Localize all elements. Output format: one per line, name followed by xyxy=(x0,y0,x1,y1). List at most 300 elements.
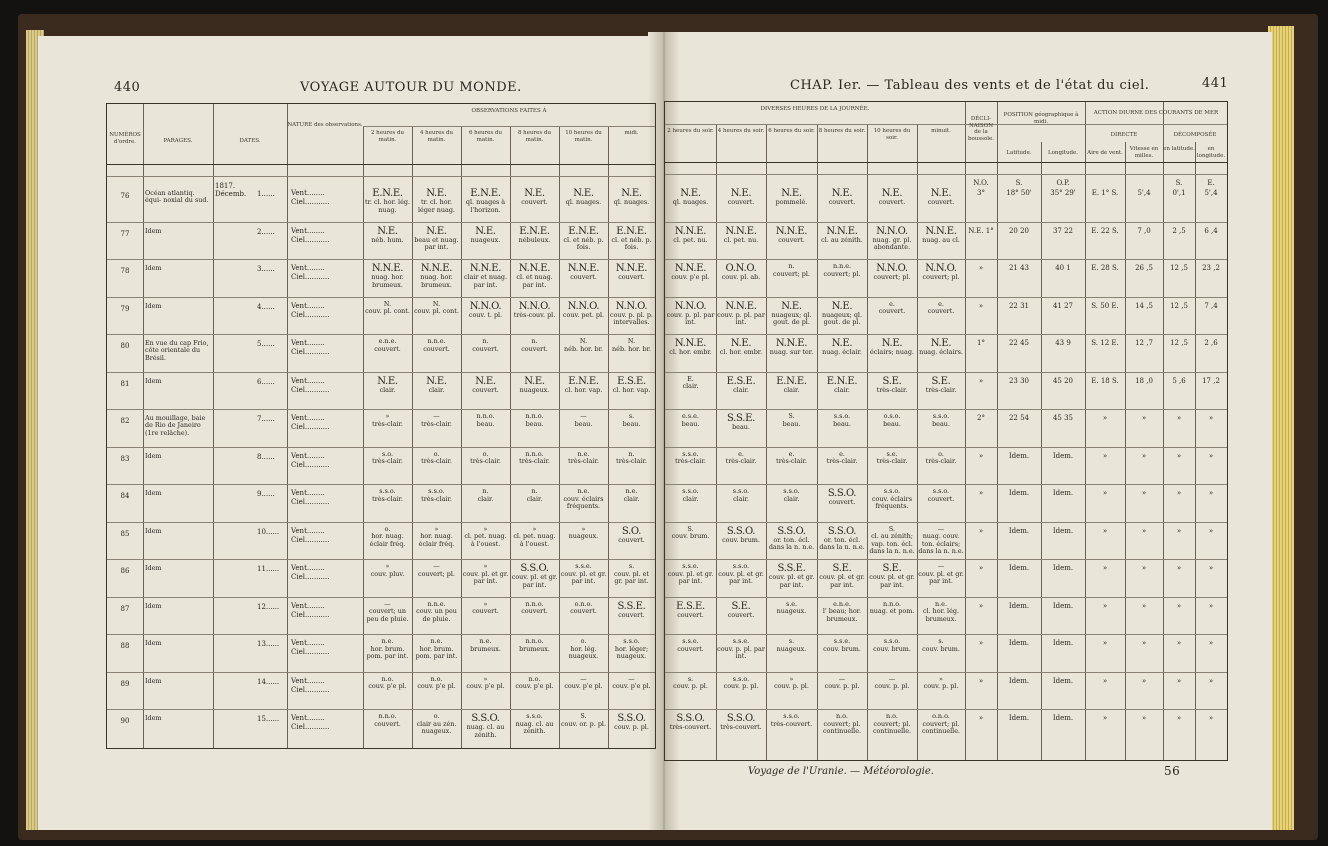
wind-direction: N.N.E. xyxy=(371,263,404,274)
wind-direction: n.e. xyxy=(577,487,590,495)
wind-direction: » xyxy=(385,562,390,570)
sky-state: couv. pl. et gr. par int. xyxy=(819,573,865,589)
wind-direction: » xyxy=(483,524,488,533)
place-name: Au mouillage, baie de Rio de Janeiro (1re relâche). xyxy=(145,414,206,437)
place-name: Idem xyxy=(145,264,162,272)
ciel-label: Ciel........... xyxy=(291,235,330,244)
sky-state: très-clair. xyxy=(421,457,452,466)
row-rule xyxy=(665,672,1227,673)
wind-direction: S.S.O. xyxy=(827,488,857,499)
wind-direction: N.N.E. xyxy=(775,225,808,237)
obs-pm-cell xyxy=(717,376,765,395)
sky-state: clair. xyxy=(682,382,699,391)
wind-direction: s.s.e. xyxy=(682,562,699,570)
vitesse-value: 18 ,0 xyxy=(1135,376,1153,385)
sky-state: cl. hor. lég. brumeux. xyxy=(922,607,959,623)
obs-am-cell xyxy=(511,451,558,466)
vitesse-value: » xyxy=(1141,526,1147,535)
sky-state: couvert. xyxy=(472,607,499,616)
wind-direction: S.O. xyxy=(621,525,642,537)
sky-state: couvert; pl. xyxy=(418,569,455,578)
obs-am-cell xyxy=(609,226,654,252)
row-number: 82 xyxy=(120,417,130,425)
col-header-position: POSITION géographique à midi. xyxy=(1003,112,1079,125)
latitude-value: Idem. xyxy=(1008,489,1030,497)
row-rule xyxy=(665,174,1227,175)
obs-pm-cell xyxy=(767,638,816,653)
obs-pm-cell xyxy=(717,488,765,503)
wind-direction: o.s.o. xyxy=(883,412,901,420)
obs-am-cell xyxy=(511,413,558,428)
sky-state: cl. pet. nu. xyxy=(673,235,708,244)
wind-direction: N.E. xyxy=(377,375,398,387)
obs-pm-cell xyxy=(918,488,964,503)
sky-state: cl. pet. nuag. à l'ouest. xyxy=(464,532,507,548)
en-latitude-value: » xyxy=(1176,639,1182,647)
sky-state: couv. pl. et gr. par int. xyxy=(918,569,964,586)
aire-value: E. 28 S. xyxy=(1091,264,1119,272)
col-header-longitude: Longitude. xyxy=(1047,150,1079,156)
wind-direction: N.N.E. xyxy=(674,338,707,349)
col-header-vitesse: Vitesse en milles. xyxy=(1129,146,1159,159)
wind-direction: n. xyxy=(628,449,635,458)
obs-pm-cell xyxy=(717,638,765,661)
wind-direction: n.n.o. xyxy=(525,637,544,645)
column-rule xyxy=(143,104,144,748)
obs-am-cell xyxy=(560,713,607,728)
wind-direction: n.e. xyxy=(935,599,947,608)
vent-label: Vent........ xyxy=(291,601,325,610)
obs-pm-cell xyxy=(767,488,816,503)
sky-state: clair. xyxy=(526,494,543,503)
row-number: 90 xyxy=(120,717,130,725)
declinaison-value: » xyxy=(978,526,984,535)
column-rule xyxy=(716,124,717,760)
sky-state: cl. et néb. p. fois. xyxy=(611,235,652,252)
obs-pm-cell xyxy=(818,713,866,736)
sky-state: couvert. xyxy=(374,719,401,728)
sky-state: couv. p. pl. xyxy=(673,682,708,691)
sky-state: ql. nuages. xyxy=(613,198,650,206)
sky-state: très-clair. xyxy=(616,457,647,466)
column-rule xyxy=(817,124,818,760)
ciel-label: Ciel........... xyxy=(291,610,330,619)
sky-state: nuag. éclair. xyxy=(822,348,862,356)
obs-pm-cell xyxy=(666,676,715,691)
sky-state: couvert; pl. xyxy=(823,269,861,278)
sky-state: pommelé. xyxy=(775,198,808,206)
row-rule xyxy=(107,372,655,373)
ciel-label: Ciel........... xyxy=(291,273,330,281)
row-rule xyxy=(107,334,655,335)
place-name: En vue du cap Frio, côte orientale du Brésil. xyxy=(145,339,209,362)
vent-label: Vent........ xyxy=(291,564,325,572)
obs-am-cell xyxy=(364,488,411,503)
obs-pm-cell xyxy=(666,376,715,391)
wind-direction: s.s.o. xyxy=(428,487,445,495)
wind-direction: » xyxy=(483,674,488,683)
sky-state: couv. brum. xyxy=(873,644,911,653)
en-longitude-value: » xyxy=(1208,601,1214,610)
wind-direction: s.s.o. xyxy=(783,487,800,495)
sky-state: très-clair. xyxy=(519,457,550,466)
obs-pm-cell xyxy=(918,188,964,207)
wind-direction: S.S.O. xyxy=(827,525,857,537)
sky-state: hor. léger; nuageux. xyxy=(614,644,649,661)
wind-direction: N.E. xyxy=(426,188,447,199)
wind-direction: e. xyxy=(738,449,744,458)
wind-direction: n.o. xyxy=(430,674,443,683)
sky-state: couv. p'e pl. xyxy=(466,682,505,691)
col-header-hour-pm: 10 heures du soir. xyxy=(873,128,911,141)
obs-pm-cell xyxy=(717,526,765,545)
wind-direction: s.s.e. xyxy=(732,637,750,645)
wind-direction: S.S.O. xyxy=(520,563,549,574)
right-table xyxy=(664,101,1228,761)
sky-state: couvert. xyxy=(618,535,645,544)
wind-direction: s.s.o. xyxy=(883,637,901,645)
obs-pm-cell xyxy=(767,263,816,278)
sky-state: couvert. xyxy=(618,273,645,281)
sky-state: couv. pl. et gr. par int. xyxy=(560,569,607,586)
sky-state: néb. hor. br. xyxy=(612,344,651,353)
wind-direction: o. xyxy=(384,524,391,533)
sky-state: couv. un peu de pluie. xyxy=(416,607,457,623)
longitude-value: Idem. xyxy=(1052,601,1074,610)
obs-am-cell xyxy=(560,601,607,616)
sky-state: cl. au zénith; vap. ton. écl. dans la n. n.e. xyxy=(869,532,915,556)
wind-direction: N.E. xyxy=(881,188,903,199)
sky-state: couvert. xyxy=(878,307,906,316)
obs-am-cell xyxy=(609,451,654,466)
sky-state: néb. hor. br. xyxy=(564,344,603,353)
wind-direction: n. xyxy=(531,487,538,495)
col-header-hour-am: 2 heures du matin. xyxy=(370,130,405,143)
wind-direction: s.o. xyxy=(381,449,394,458)
row-rule xyxy=(665,409,1227,410)
obs-pm-cell xyxy=(767,226,816,245)
en-longitude-value: 17 ,2 xyxy=(1202,376,1220,385)
ciel-label: Ciel........... xyxy=(291,535,330,544)
obs-pm-cell xyxy=(818,301,866,327)
sky-state: couvert. xyxy=(828,498,856,506)
obs-am-cell xyxy=(462,638,509,653)
aire-value: S. 12 E. xyxy=(1091,339,1119,347)
sky-state: tr. cl. hor. léger nuag. xyxy=(418,198,455,214)
sky-state: couvert; pl. continuelle. xyxy=(822,719,862,736)
obs-pm-cell xyxy=(666,226,715,245)
wind-direction: — xyxy=(580,412,587,420)
obs-am-cell xyxy=(511,488,558,503)
right-page-number: 441 xyxy=(1202,76,1229,91)
wind-direction: N.N.E. xyxy=(826,225,858,237)
sky-state: couvert; un peu de pluie. xyxy=(366,607,409,623)
place-name: Idem xyxy=(145,676,162,685)
sky-state: couvert; pl. continuelle. xyxy=(872,719,912,736)
obs-am-cell xyxy=(511,601,558,616)
obs-pm-cell xyxy=(818,413,866,428)
row-rule xyxy=(107,484,655,485)
wind-direction: E.S.E. xyxy=(726,375,756,387)
obs-am-cell xyxy=(511,713,558,736)
wind-direction: N.N.E. xyxy=(674,263,707,274)
wind-direction: N.E. xyxy=(621,188,642,199)
longitude-value: 45 20 xyxy=(1052,376,1074,385)
wind-direction: s.s.o. xyxy=(732,562,750,570)
vitesse-value: » xyxy=(1141,489,1147,497)
obs-pm-cell xyxy=(767,713,816,728)
row-number: 87 xyxy=(120,604,130,613)
obs-pm-cell xyxy=(767,451,816,466)
wind-direction: N.N.O. xyxy=(876,263,908,274)
sky-state: très-clair. xyxy=(372,457,403,466)
latitude-value: 18° 50' xyxy=(1006,189,1032,197)
wind-direction: N.N.O. xyxy=(469,300,502,312)
wind-direction: N.N.E. xyxy=(518,263,551,274)
obs-pm-cell xyxy=(868,563,916,589)
row-rule xyxy=(665,597,1227,598)
wind-direction: s. xyxy=(628,562,635,570)
wind-direction: S.E. xyxy=(882,563,902,574)
obs-am-cell xyxy=(609,188,654,207)
obs-am-cell xyxy=(364,451,411,466)
sky-state: couvert. xyxy=(927,198,955,206)
aire-value: » xyxy=(1102,414,1108,422)
sky-state: couvert. xyxy=(778,235,805,244)
col-header-decomposee: DÉCOMPOSÉE xyxy=(1173,132,1217,138)
obs-pm-cell xyxy=(818,263,866,278)
column-rule xyxy=(1085,102,1086,760)
declinaison-value: » xyxy=(978,601,984,610)
vent-label: Vent........ xyxy=(291,376,325,385)
wind-direction: — xyxy=(937,524,945,533)
wind-direction: s.e. xyxy=(886,449,898,458)
obs-pm-cell xyxy=(918,526,964,556)
row-rule xyxy=(665,162,1227,163)
sky-state: ql. nuages. xyxy=(565,198,602,206)
aire-value: » xyxy=(1102,639,1108,647)
wind-direction: E.N.E. xyxy=(616,225,647,237)
obs-am-cell xyxy=(609,263,654,282)
obs-am-cell xyxy=(462,413,509,428)
wind-direction: E.N.E. xyxy=(568,375,599,387)
wind-direction: s.s.o. xyxy=(732,674,750,683)
row-number: 88 xyxy=(120,642,130,650)
wind-direction: E. xyxy=(687,374,694,383)
wind-direction: n.n.o. xyxy=(525,449,544,458)
col-header-hour-pm: 8 heures du soir. xyxy=(818,128,866,134)
wind-direction: n. xyxy=(531,337,538,345)
en-latitude-value: » xyxy=(1176,676,1182,685)
obs-pm-cell xyxy=(868,188,916,207)
aire-value: E. 1° S. xyxy=(1091,189,1119,197)
sky-state: couvert. xyxy=(828,198,856,206)
row-rule xyxy=(107,634,655,635)
sky-state: nuag. et pom. xyxy=(869,607,915,616)
obs-pm-cell xyxy=(818,451,866,466)
column-rule xyxy=(287,104,288,748)
wind-direction: N.E. xyxy=(831,300,853,312)
col-header-dates: DATES. xyxy=(239,138,261,144)
wind-direction: e. xyxy=(889,299,895,308)
obs-pm-cell xyxy=(818,376,866,395)
obs-am-cell xyxy=(511,563,558,589)
sky-state: couv. p. pl. xyxy=(824,682,860,691)
wind-direction: N.N.O. xyxy=(615,300,648,312)
sky-state: clair. xyxy=(682,494,699,503)
sky-state: couv. pl. ab. xyxy=(721,273,761,281)
wind-direction: o. xyxy=(433,449,440,458)
obs-am-cell xyxy=(413,488,460,503)
wind-direction: n. xyxy=(788,262,795,270)
wind-direction: » xyxy=(483,562,488,570)
row-rule xyxy=(107,597,655,598)
obs-am-cell xyxy=(462,676,509,691)
row-number: 83 xyxy=(120,454,130,463)
obs-am-cell xyxy=(462,376,509,395)
wind-direction: N.E. xyxy=(831,188,853,199)
sky-state: beau. xyxy=(932,419,950,428)
row-rule xyxy=(665,522,1227,523)
obs-pm-cell xyxy=(767,376,816,395)
longitude-value: Idem. xyxy=(1052,639,1074,647)
col-header-latitude: Latitude. xyxy=(1006,150,1032,156)
obs-am-cell xyxy=(560,451,607,466)
longitude-value: Idem. xyxy=(1052,564,1074,572)
sky-state: très-clair. xyxy=(876,385,908,394)
obs-pm-cell xyxy=(818,676,866,691)
footer-sheet-number: 56 xyxy=(1164,764,1181,778)
wind-direction: n.o. xyxy=(886,712,898,720)
obs-pm-cell xyxy=(666,713,715,732)
col-header-directe: DIRECTE xyxy=(1110,132,1138,138)
obs-pm-cell xyxy=(666,488,715,503)
sky-state: couv. pl. et gr. par int. xyxy=(718,569,764,586)
sky-state: cl. hor. vap. xyxy=(612,385,651,394)
row-rule xyxy=(665,559,1227,560)
unit-label: S. xyxy=(1015,179,1023,187)
sky-state: or. ton. écl. dans la n. n.e. xyxy=(819,535,865,552)
obs-pm-cell xyxy=(818,638,866,653)
wind-direction: N.N.O. xyxy=(567,300,600,312)
wind-direction: S.S.E. xyxy=(617,600,646,612)
sky-state: nuag. couv. ton. éclairs; dans la n. n.e. xyxy=(918,532,964,556)
wind-direction: N.E. xyxy=(930,188,952,199)
wind-direction: s.s.o. xyxy=(682,487,699,495)
declinaison-value: » xyxy=(978,301,984,310)
declinaison-value: » xyxy=(978,676,984,685)
left-running-title: VOYAGE AUTOUR DU MONDE. xyxy=(300,80,522,95)
col-header-hour-am: 6 heures du matin. xyxy=(468,130,503,143)
day-label: 13...... xyxy=(257,640,280,648)
wind-direction: S.S.O. xyxy=(726,525,756,537)
obs-pm-cell xyxy=(918,451,964,466)
wind-direction: S.S.O. xyxy=(471,713,500,724)
wind-direction: e.s.e. xyxy=(682,412,699,420)
en-latitude-value: » xyxy=(1176,489,1182,497)
wind-direction: E.S.E. xyxy=(676,600,705,612)
obs-am-cell xyxy=(364,601,411,624)
column-rule xyxy=(917,124,918,760)
aire-value: » xyxy=(1102,714,1108,722)
wind-direction: S.S.E. xyxy=(726,413,756,424)
obs-am-cell xyxy=(413,713,460,736)
obs-am-cell xyxy=(364,376,411,395)
vent-label: Vent........ xyxy=(291,639,325,647)
obs-pm-cell xyxy=(868,488,916,511)
obs-am-cell xyxy=(511,676,558,691)
sky-state: couvert. xyxy=(878,198,906,206)
obs-pm-cell xyxy=(918,263,964,282)
column-rule xyxy=(461,126,462,748)
row-number: 79 xyxy=(120,304,130,313)
ciel-label: Ciel........... xyxy=(291,685,330,694)
sky-state: nuag. cl. au zénith. xyxy=(466,723,505,739)
row-number: 89 xyxy=(120,679,130,688)
obs-am-cell xyxy=(462,563,509,586)
row-rule xyxy=(665,484,1227,485)
sky-state: couv. or. p. pl. xyxy=(560,719,607,728)
en-longitude-value: 23 ,2 xyxy=(1202,264,1220,272)
vitesse-value: 14 ,5 xyxy=(1135,301,1153,310)
sky-state: très-clair. xyxy=(675,457,706,466)
obs-pm-cell xyxy=(818,226,866,245)
column-rule xyxy=(1163,102,1164,760)
row-rule xyxy=(107,222,655,223)
wind-direction: S. xyxy=(888,524,896,533)
obs-am-cell xyxy=(462,338,509,353)
wind-direction: N.N.E. xyxy=(725,225,757,237)
wind-direction: » xyxy=(434,524,439,533)
wind-direction: N.E. xyxy=(524,375,545,387)
obs-am-cell xyxy=(413,526,460,549)
declinaison-value: » xyxy=(978,714,984,722)
vent-label: Vent........ xyxy=(291,676,325,685)
wind-direction: N.E. xyxy=(781,188,802,199)
wind-direction: N.E. xyxy=(524,188,545,199)
wind-direction: O.N.O. xyxy=(725,263,757,274)
wind-direction: n. xyxy=(482,337,489,345)
row-rule xyxy=(665,222,1227,223)
obs-am-cell xyxy=(364,226,411,245)
en-latitude-value: 12 ,5 xyxy=(1170,339,1188,347)
sky-state: clair. xyxy=(379,385,396,394)
wind-direction: — xyxy=(888,674,896,683)
sky-state: couv. brum. xyxy=(823,644,861,653)
obs-am-cell xyxy=(364,188,411,214)
row-rule xyxy=(665,297,1227,298)
sky-state: couv. pl. et gr. par int. xyxy=(613,569,649,586)
wind-direction: n.n.o. xyxy=(525,599,544,608)
col-header-courants: ACTION DIURNE DES COURANTS DE MER xyxy=(1093,110,1219,116)
latitude-value: Idem. xyxy=(1008,676,1030,685)
sky-state: nuag. sur ter. xyxy=(769,348,814,356)
ciel-label: Ciel........... xyxy=(291,198,330,206)
wind-direction: S. xyxy=(788,412,795,420)
latitude-value: 20 20 xyxy=(1008,226,1030,235)
obs-am-cell xyxy=(413,226,460,252)
sky-state: nuageux; ql. gout. de pl. xyxy=(771,310,812,327)
obs-pm-cell xyxy=(918,676,964,691)
vent-label: Vent........ xyxy=(291,714,325,722)
row-rule xyxy=(107,164,655,165)
wind-direction: » xyxy=(385,412,390,420)
sky-state: très-clair. xyxy=(421,494,452,503)
latitude-value: Idem. xyxy=(1008,526,1030,535)
wind-direction: s.s.o. xyxy=(623,637,640,645)
aire-value: » xyxy=(1102,601,1108,610)
obs-pm-cell xyxy=(868,638,916,653)
